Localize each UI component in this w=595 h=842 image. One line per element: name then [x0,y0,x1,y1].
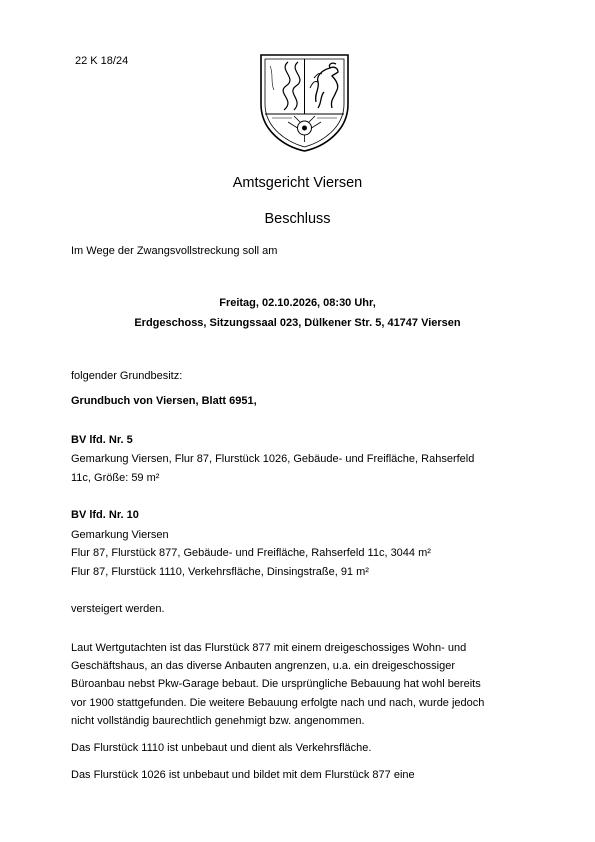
paragraph-line: nicht vollständig baurechtlich genehmigt bzw. angenommen. [71,715,365,727]
item-heading: BV lfd. Nr. 5 [71,434,133,446]
paragraph-line: Büroanbau nebst Pkw-Garage bebaut. Die ursprüngliche Bebauung hat wohl bereits [71,678,481,690]
paragraph-line: Das Flurstück 1110 ist unbebaut und dient als Verkehrsfläche. [71,742,372,754]
paragraph-line: Das Flurstück 1026 ist unbebaut und bildet mit dem Flurstück 877 eine [71,769,415,781]
land-register: Grundbuch von Viersen, Blatt 6951, [71,395,257,407]
document-title: Beschluss [264,211,331,227]
item-heading: BV lfd. Nr. 10 [71,509,139,521]
nrw-coat-of-arms-icon [258,52,351,153]
paragraph-line: Laut Wertgutachten ist das Flurstück 877 mit einem dreigeschossiges Wohn- und [71,642,467,654]
item-line: 11c, Größe: 59 m² [71,472,160,484]
auction-location: Erdgeschoss, Sitzungssaal 023, Dülkener Str. 5, 41747 Viersen [134,317,461,329]
item-line: Flur 87, Flurstück 1110, Verkehrsfläche, Dinsingstraße, 91 m² [71,566,369,578]
intro-text: Im Wege der Zwangsvollstreckung soll am [71,245,278,257]
item-line: Gemarkung Viersen, Flur 87, Flurstück 1026, Gebäude- und Freifläche, Rahserfeld [71,453,475,465]
paragraph-line: Geschäftshaus, an das diverse Anbauten angrenzen, u.a. ein dreigeschossiger [71,660,456,672]
court-name: Amtsgericht Viersen [232,175,363,191]
case-number: 22 K 18/24 [75,55,129,67]
property-label: folgender Grundbesitz: [71,370,183,382]
item-line: Gemarkung Viersen [71,529,169,541]
paragraph-line: vor 1900 stattgefunden. Die weitere Bebauung erfolgte nach und nach, wurde jedoch [71,697,485,709]
auction-date: Freitag, 02.10.2026, 08:30 Uhr, [219,297,376,309]
item-line: Flur 87, Flurstück 877, Gebäude- und Freifläche, Rahserfeld 11c, 3044 m² [71,547,431,559]
auction-phrase: versteigert werden. [71,603,165,615]
